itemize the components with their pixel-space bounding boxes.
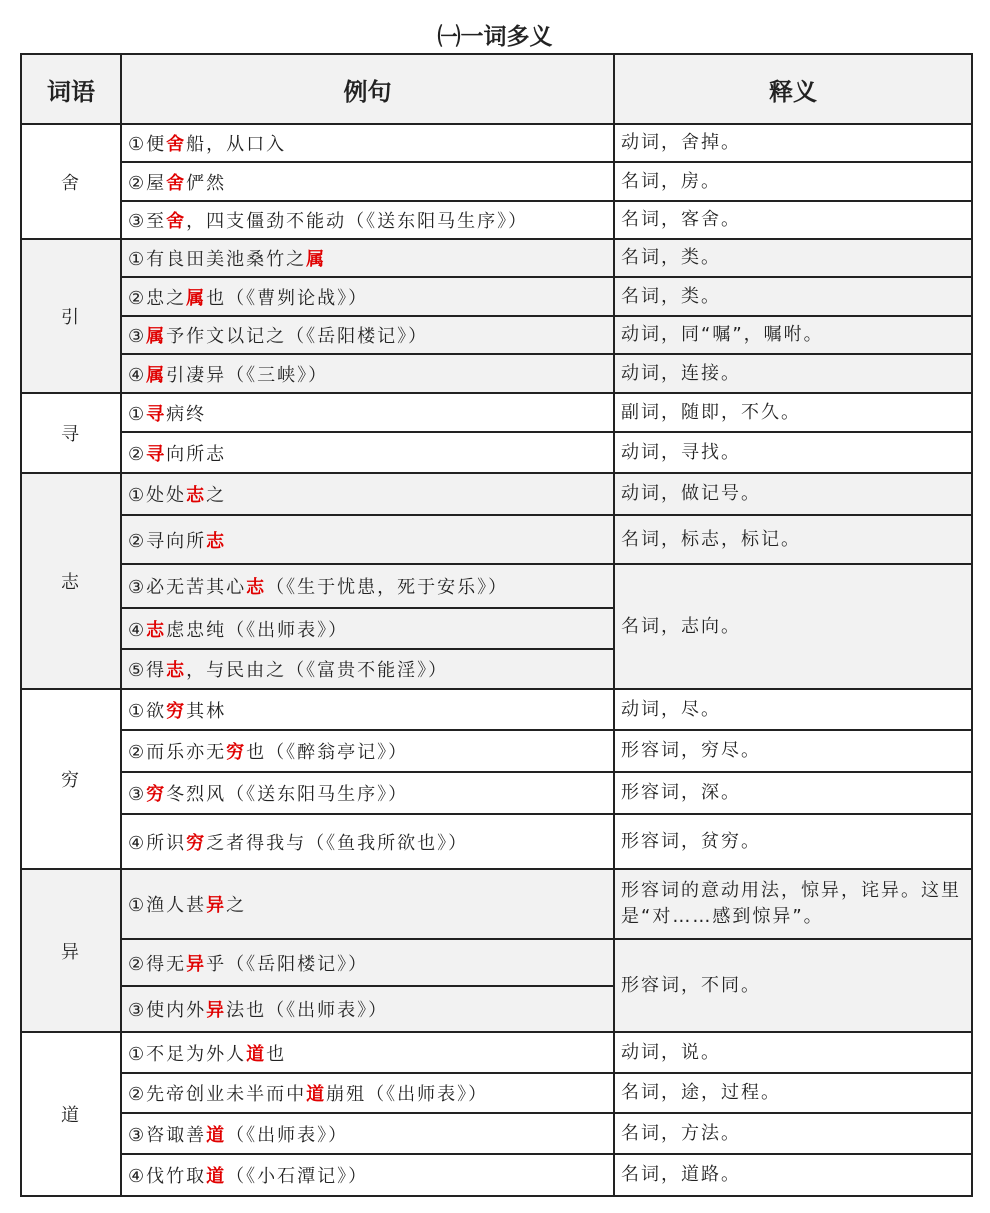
example-prefix: ②寻向所 — [128, 530, 207, 552]
example-suffix: 病终 — [166, 403, 207, 425]
example-suffix: 船，从口入 — [186, 134, 287, 155]
example-prefix: ④ — [128, 364, 147, 386]
example-cell — [121, 986, 614, 1032]
table-row — [21, 277, 972, 316]
table-row — [21, 354, 972, 393]
table-row — [21, 1113, 972, 1154]
key-word: 穷 — [226, 742, 247, 763]
meaning-cell: 动词，说。 — [614, 1032, 972, 1073]
meaning-cell: 名词，途，过程。 — [614, 1073, 972, 1113]
key-word: 志 — [186, 485, 207, 506]
example-cell — [121, 277, 614, 316]
example-cell — [121, 1113, 614, 1154]
meaning-cell: 副词，随即，不久。 — [614, 393, 972, 432]
example-cell — [121, 730, 614, 772]
table-row — [21, 730, 972, 772]
example-suffix: 冬烈风（《送东阳马生序》） — [166, 784, 409, 805]
table-row — [21, 124, 972, 162]
word-cell: 穷 — [21, 689, 121, 869]
meaning-cell: 形容词，不同。 — [614, 939, 972, 1032]
key-word: 志 — [166, 660, 187, 681]
table-row — [21, 316, 972, 354]
table-row — [21, 1154, 972, 1196]
example-cell — [121, 772, 614, 814]
example-prefix: ①渔人甚 — [128, 895, 207, 916]
table-row — [21, 772, 972, 814]
example-suffix: 乏者得我与（《鱼我所欲也》） — [206, 832, 469, 854]
example-suffix: （《生于忧患，死于安乐》） — [266, 577, 509, 598]
example-prefix: ③必无苦其心 — [128, 577, 247, 598]
key-word: 属 — [306, 249, 327, 270]
example-suffix: 也 — [266, 1043, 287, 1065]
example-prefix: ① — [128, 403, 147, 425]
meaning-cell: 名词，类。 — [614, 277, 972, 316]
meaning-cell: 名词，方法。 — [614, 1113, 972, 1154]
example-prefix: ②而乐亦无 — [128, 742, 227, 763]
example-cell — [121, 1032, 614, 1073]
table-row — [21, 1032, 972, 1073]
key-word: 志 — [246, 577, 267, 598]
example-cell — [121, 432, 614, 473]
example-suffix: 俨然 — [186, 172, 227, 194]
example-cell — [121, 1073, 614, 1113]
meaning-cell: 形容词，贫穷。 — [614, 814, 972, 869]
example-suffix: 之 — [226, 895, 247, 916]
example-cell — [121, 473, 614, 515]
example-prefix: ①有良田美池桑竹之 — [128, 249, 307, 270]
key-word: 属 — [186, 287, 207, 309]
word-cell: 异 — [21, 869, 121, 1032]
example-cell — [121, 316, 614, 354]
header-row — [21, 54, 972, 124]
key-word: 属 — [146, 364, 167, 386]
example-suffix: ，与民由之（《富贵不能淫》） — [186, 660, 449, 681]
meaning-cell: 动词，同“嘱”，嘱咐。 — [614, 316, 972, 354]
key-word: 道 — [206, 1124, 227, 1146]
key-word: 道 — [246, 1043, 267, 1065]
example-suffix: 其林 — [186, 700, 227, 722]
example-prefix: ①处处 — [128, 485, 187, 506]
example-suffix: 法也（《出师表》） — [226, 1000, 389, 1021]
example-prefix: ③ — [128, 326, 147, 347]
example-prefix: ④所识 — [128, 832, 187, 854]
example-prefix: ②屋 — [128, 172, 167, 194]
example-prefix: ①便 — [128, 134, 167, 155]
key-word: 道 — [306, 1084, 327, 1105]
example-prefix: ③至 — [128, 211, 167, 232]
header-example: 例句 — [121, 54, 614, 124]
key-word: 寻 — [146, 443, 167, 465]
example-cell — [121, 939, 614, 986]
word-cell: 志 — [21, 473, 121, 689]
table-row — [21, 393, 972, 432]
key-word: 舍 — [166, 134, 187, 155]
example-prefix: ④ — [128, 619, 147, 641]
example-suffix: 也（《醉翁亭记》） — [246, 742, 409, 763]
meaning-cell: 形容词，穷尽。 — [614, 730, 972, 772]
example-cell — [121, 124, 614, 162]
example-prefix: ③ — [128, 784, 147, 805]
table-row — [21, 1073, 972, 1113]
example-prefix: ② — [128, 443, 147, 465]
key-word: 舍 — [166, 172, 187, 194]
key-word: 异 — [206, 1000, 227, 1021]
page-title: ㈠一词多义 — [437, 24, 553, 50]
meaning-cell: 名词，标志，标记。 — [614, 515, 972, 564]
table-row — [21, 564, 972, 608]
meaning-cell: 名词，客舍。 — [614, 201, 972, 239]
key-word: 穷 — [166, 700, 187, 722]
example-suffix: 也（《曹刿论战》） — [206, 287, 369, 309]
example-cell — [121, 689, 614, 730]
example-cell — [121, 354, 614, 393]
example-cell — [121, 564, 614, 608]
header-word: 词语 — [21, 54, 121, 124]
table-row — [21, 239, 972, 277]
example-cell — [121, 649, 614, 689]
meaning-cell: 动词，做记号。 — [614, 473, 972, 515]
key-word: 志 — [146, 619, 167, 641]
example-suffix: 乎（《岳阳楼记》） — [206, 953, 369, 975]
table-row — [21, 869, 972, 939]
example-suffix: 虑忠纯（《出师表》） — [166, 619, 349, 641]
example-cell — [121, 1154, 614, 1196]
key-word: 道 — [206, 1166, 227, 1187]
meaning-cell: 形容词的意动用法，惊异，诧异。这里是“对……感到惊异”。 — [614, 869, 972, 939]
example-cell — [121, 608, 614, 649]
example-cell — [121, 869, 614, 939]
key-word: 穷 — [146, 784, 167, 805]
meaning-cell: 动词，舍掉。 — [614, 124, 972, 162]
key-word: 异 — [186, 953, 207, 975]
example-prefix: ③使内外 — [128, 1000, 207, 1021]
meaning-cell: 动词，连接。 — [614, 354, 972, 393]
key-word: 异 — [206, 895, 227, 916]
key-word: 寻 — [146, 403, 167, 425]
example-cell — [121, 162, 614, 201]
example-suffix: 引凄异（《三峡》） — [166, 364, 329, 386]
key-word: 舍 — [166, 211, 187, 232]
example-prefix: ②得无 — [128, 953, 187, 975]
example-cell — [121, 239, 614, 277]
example-suffix: ，四支僵劲不能动（《送东阳马生序》） — [186, 211, 529, 232]
header-meaning: 释义 — [614, 54, 972, 124]
example-suffix: （《小石潭记》） — [226, 1166, 369, 1187]
key-word: 志 — [206, 530, 227, 552]
example-prefix: ①欲 — [128, 700, 167, 722]
example-cell — [121, 393, 614, 432]
example-suffix: 之 — [206, 485, 227, 506]
meaning-cell: 名词，道路。 — [614, 1154, 972, 1196]
example-cell — [121, 515, 614, 564]
key-word: 属 — [146, 326, 167, 347]
key-word: 穷 — [186, 832, 207, 854]
word-cell: 舍 — [21, 124, 121, 239]
example-suffix: （《出师表》） — [226, 1124, 349, 1146]
example-prefix: ④伐竹取 — [128, 1166, 207, 1187]
table-row — [21, 201, 972, 239]
meaning-cell: 动词，寻找。 — [614, 432, 972, 473]
meaning-cell: 名词，房。 — [614, 162, 972, 201]
word-cell: 道 — [21, 1032, 121, 1196]
example-prefix: ③咨诹善 — [128, 1124, 207, 1146]
example-prefix: ①不足为外人 — [128, 1043, 247, 1065]
example-prefix: ⑤得 — [128, 660, 167, 681]
example-suffix: 崩殂（《出师表》） — [326, 1084, 489, 1105]
polysemy-table — [20, 53, 973, 1197]
meaning-cell: 名词，类。 — [614, 239, 972, 277]
example-cell — [121, 201, 614, 239]
example-prefix: ②忠之 — [128, 287, 187, 309]
meaning-cell: 名词，志向。 — [614, 564, 972, 689]
table-row — [21, 162, 972, 201]
table-row — [21, 432, 972, 473]
table-row — [21, 939, 972, 986]
example-suffix: 向所志 — [166, 443, 227, 465]
table-row — [21, 814, 972, 869]
word-cell: 寻 — [21, 393, 121, 473]
meaning-cell: 形容词，深。 — [614, 772, 972, 814]
table-row — [21, 515, 972, 564]
table-row — [21, 473, 972, 515]
meaning-cell: 动词，尽。 — [614, 689, 972, 730]
example-suffix: 予作文以记之（《岳阳楼记》） — [166, 326, 429, 347]
example-cell — [121, 814, 614, 869]
example-prefix: ②先帝创业未半而中 — [128, 1084, 307, 1105]
word-cell: 引 — [21, 239, 121, 393]
table-row — [21, 689, 972, 730]
